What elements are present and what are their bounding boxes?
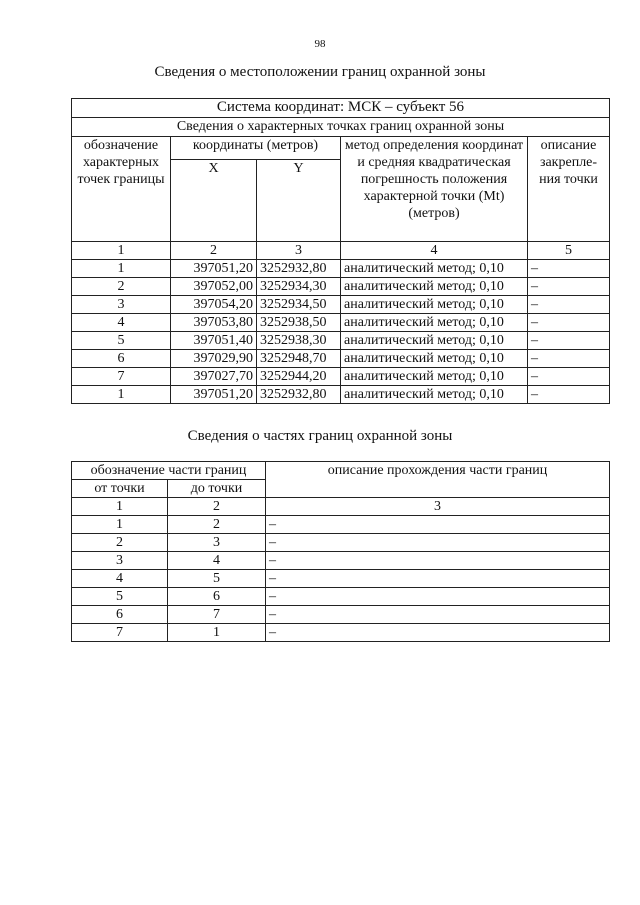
point-cell: 2 bbox=[72, 278, 171, 296]
x-cell: 397051,20 bbox=[171, 386, 257, 404]
section-title-parts: Сведения о частях границ охранной зоны bbox=[187, 428, 453, 444]
description-cell: – bbox=[266, 624, 610, 642]
column-number: 1 bbox=[72, 498, 168, 516]
method-cell: аналитический метод; 0,10 bbox=[341, 332, 528, 350]
table-row bbox=[72, 314, 610, 332]
table-row bbox=[72, 386, 610, 404]
to-cell: 2 bbox=[168, 516, 266, 534]
method-cell: аналитический метод; 0,10 bbox=[341, 314, 528, 332]
method-cell: аналитический метод; 0,10 bbox=[341, 296, 528, 314]
x-cell: 397054,20 bbox=[171, 296, 257, 314]
to-cell: 4 bbox=[168, 552, 266, 570]
description-cell: – bbox=[266, 516, 610, 534]
x-cell: 397052,00 bbox=[171, 278, 257, 296]
fixing-cell: – bbox=[528, 296, 610, 314]
y-cell: 3252938,50 bbox=[257, 314, 341, 332]
fixing-cell: – bbox=[528, 350, 610, 368]
from-cell: 3 bbox=[72, 552, 168, 570]
to-cell: 6 bbox=[168, 588, 266, 606]
y-cell: 3252944,20 bbox=[257, 368, 341, 386]
table-row bbox=[72, 296, 610, 314]
description-cell: – bbox=[266, 570, 610, 588]
column-number: 2 bbox=[168, 498, 266, 516]
description-cell: – bbox=[266, 606, 610, 624]
x-cell: 397051,20 bbox=[171, 260, 257, 278]
y-cell: 3252938,30 bbox=[257, 332, 341, 350]
point-cell: 6 bbox=[72, 350, 171, 368]
method-cell: аналитический метод; 0,10 bbox=[341, 350, 528, 368]
y-cell: 3252948,70 bbox=[257, 350, 341, 368]
method-cell: аналитический метод; 0,10 bbox=[341, 368, 528, 386]
description-cell: – bbox=[266, 588, 610, 606]
x-column-header: X bbox=[171, 160, 257, 242]
fixing-cell: – bbox=[528, 386, 610, 404]
table-row bbox=[72, 624, 610, 642]
to-cell: 3 bbox=[168, 534, 266, 552]
fixing-cell: – bbox=[528, 314, 610, 332]
page-number: 98 bbox=[314, 38, 326, 50]
from-cell: 1 bbox=[72, 516, 168, 534]
section-title-location: Сведения о местоположении границ охранной зоны bbox=[154, 64, 486, 80]
table-row bbox=[72, 552, 610, 570]
table-row bbox=[72, 570, 610, 588]
table-row bbox=[72, 534, 610, 552]
points-subtitle-header: Сведения о характерных точках границ охранной зоны bbox=[72, 118, 610, 137]
to-point-header: до точки bbox=[168, 480, 266, 498]
column-number: 4 bbox=[341, 242, 528, 260]
y-cell: 3252932,80 bbox=[257, 260, 341, 278]
part-description-header: описание прохождения части границ bbox=[266, 462, 610, 498]
column-number: 3 bbox=[257, 242, 341, 260]
column-numbers-row bbox=[72, 498, 610, 516]
to-cell: 5 bbox=[168, 570, 266, 588]
point-cell: 5 bbox=[72, 332, 171, 350]
y-cell: 3252932,80 bbox=[257, 386, 341, 404]
table-row bbox=[72, 368, 610, 386]
x-cell: 397027,70 bbox=[171, 368, 257, 386]
coord-system-header: Система координат: МСК – субъект 56 bbox=[72, 99, 610, 118]
from-cell: 5 bbox=[72, 588, 168, 606]
y-cell: 3252934,50 bbox=[257, 296, 341, 314]
point-cell: 7 bbox=[72, 368, 171, 386]
column-number: 5 bbox=[528, 242, 610, 260]
from-cell: 4 bbox=[72, 570, 168, 588]
from-cell: 6 bbox=[72, 606, 168, 624]
method-cell: аналитический метод; 0,10 bbox=[341, 260, 528, 278]
fixing-cell: – bbox=[528, 260, 610, 278]
from-cell: 7 bbox=[72, 624, 168, 642]
point-designation-header: обозначение характерных точек границы bbox=[72, 137, 171, 242]
method-cell: аналитический метод; 0,10 bbox=[341, 278, 528, 296]
part-designation-header: обозначение части границ bbox=[72, 462, 266, 480]
x-cell: 397053,80 bbox=[171, 314, 257, 332]
table-row bbox=[72, 516, 610, 534]
to-cell: 1 bbox=[168, 624, 266, 642]
table-row bbox=[72, 350, 610, 368]
y-cell: 3252934,30 bbox=[257, 278, 341, 296]
column-number: 3 bbox=[266, 498, 610, 516]
x-cell: 397051,40 bbox=[171, 332, 257, 350]
table-row bbox=[72, 260, 610, 278]
from-cell: 2 bbox=[72, 534, 168, 552]
method-header: метод определения координат и средняя квадратическая погрешность положения характерной точки (Mt) (метров) bbox=[341, 137, 528, 242]
point-cell: 3 bbox=[72, 296, 171, 314]
table-row bbox=[72, 588, 610, 606]
boundary-parts-table bbox=[71, 461, 610, 642]
fixing-cell: – bbox=[528, 368, 610, 386]
table-row bbox=[72, 278, 610, 296]
column-numbers-row bbox=[72, 242, 610, 260]
fixing-cell: – bbox=[528, 332, 610, 350]
fixing-cell: – bbox=[528, 278, 610, 296]
column-number: 1 bbox=[72, 242, 171, 260]
fixing-description-header: описание закрепле-ния точки bbox=[528, 137, 610, 242]
table-row bbox=[72, 332, 610, 350]
x-cell: 397029,90 bbox=[171, 350, 257, 368]
from-point-header: от точки bbox=[72, 480, 168, 498]
to-cell: 7 bbox=[168, 606, 266, 624]
point-cell: 1 bbox=[72, 386, 171, 404]
point-cell: 4 bbox=[72, 314, 171, 332]
column-number: 2 bbox=[171, 242, 257, 260]
point-cell: 1 bbox=[72, 260, 171, 278]
boundary-points-table bbox=[71, 98, 610, 404]
description-cell: – bbox=[266, 534, 610, 552]
method-cell: аналитический метод; 0,10 bbox=[341, 386, 528, 404]
description-cell: – bbox=[266, 552, 610, 570]
coordinates-header: координаты (метров) bbox=[171, 137, 341, 160]
table-row bbox=[72, 606, 610, 624]
y-column-header: Y bbox=[257, 160, 341, 242]
